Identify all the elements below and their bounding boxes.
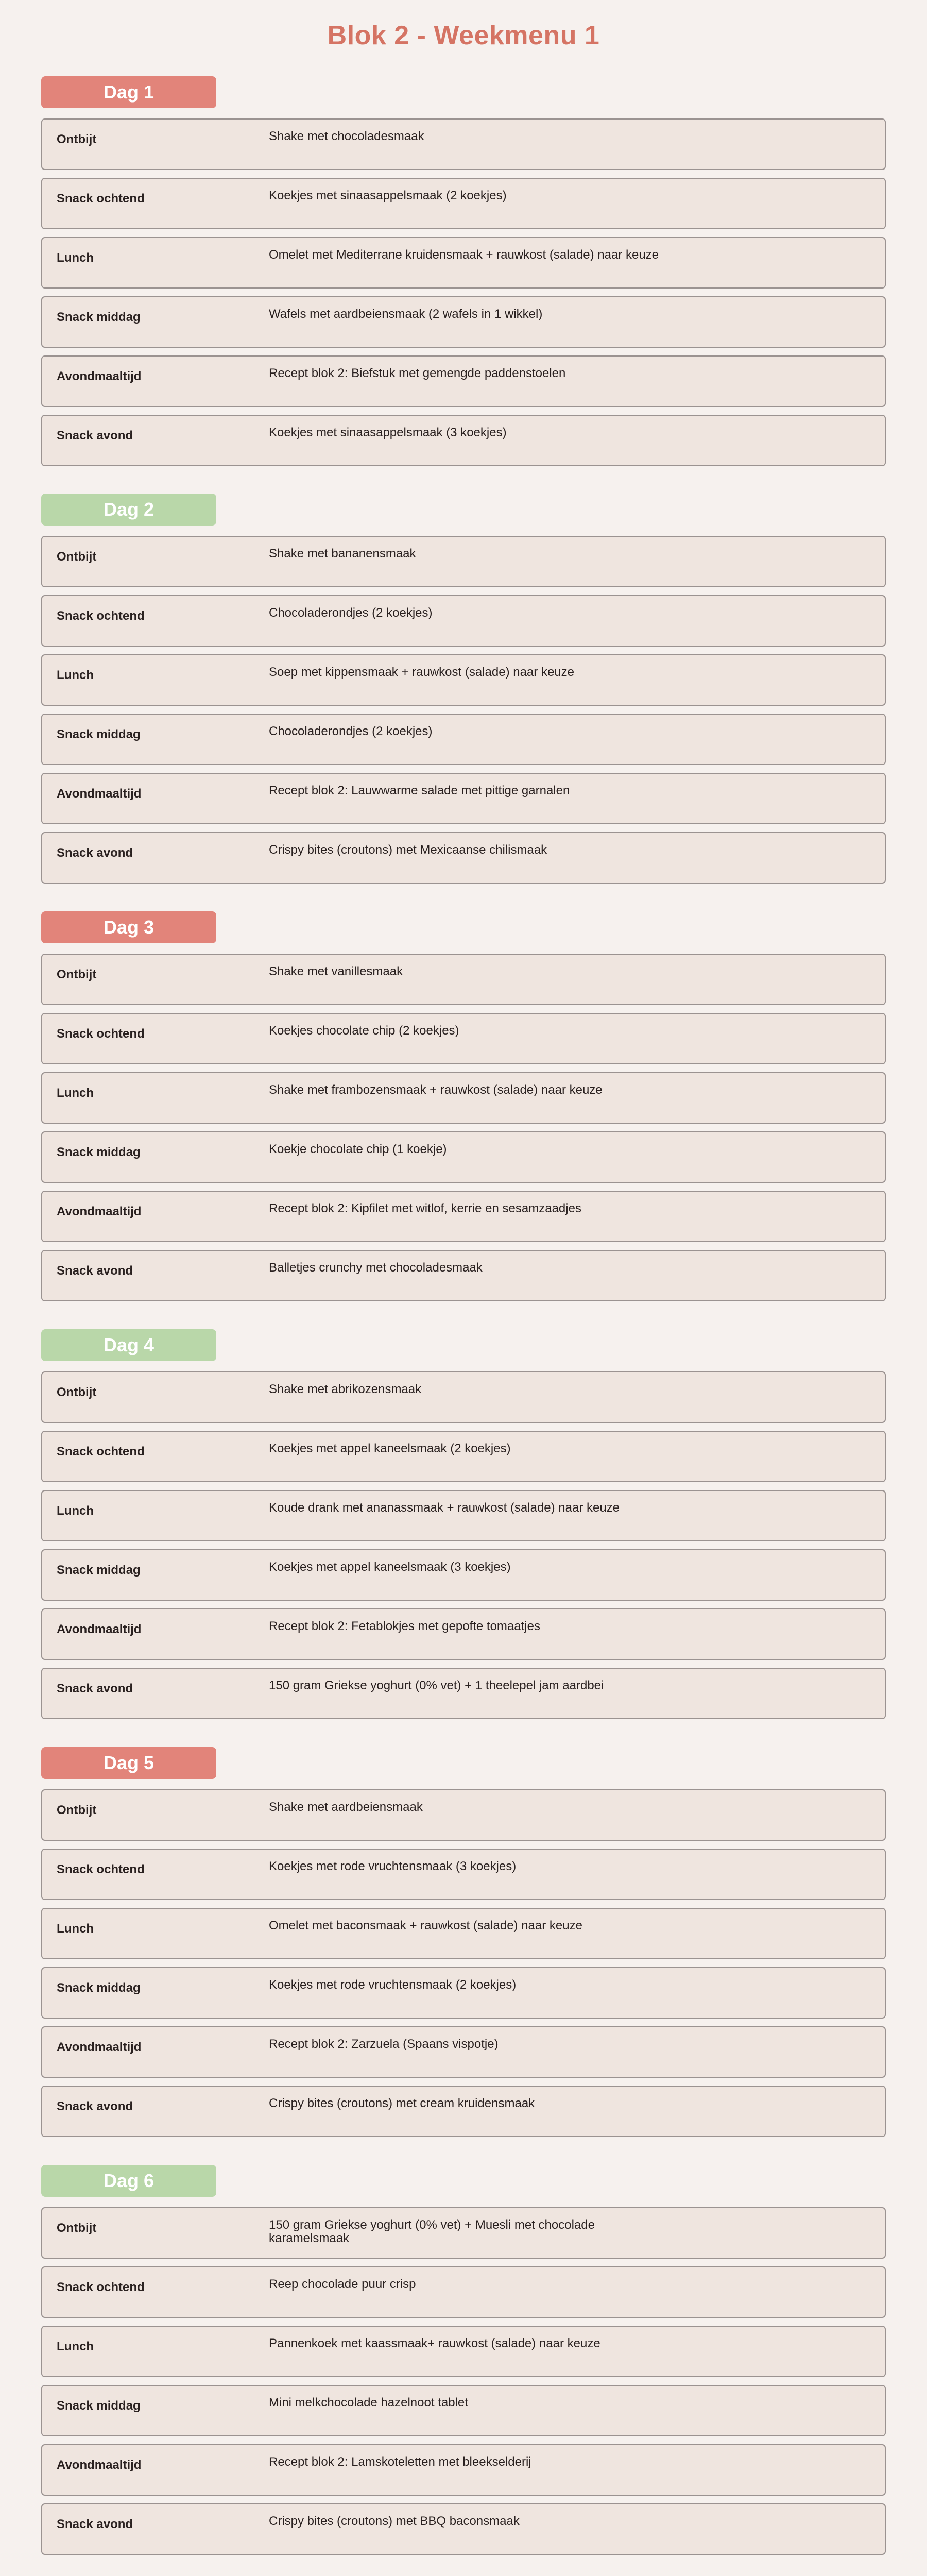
- meal-label: Snack middag: [57, 727, 141, 741]
- meal-label: Snack avond: [57, 429, 133, 443]
- meal-row: [41, 1072, 886, 1124]
- meal-label: Ontbijt: [57, 2221, 97, 2235]
- meal-label: Snack ochtend: [57, 609, 145, 623]
- meal-row: [41, 2026, 886, 2078]
- meal-label: Ontbijt: [57, 1803, 97, 1817]
- meal-description: Wafels met aardbeiensmaak (2 wafels in 1 wikkel): [269, 307, 543, 321]
- meal-description: Crispy bites (croutons) met cream kruidensmaak: [269, 2096, 535, 2110]
- meal-row: [41, 1789, 886, 1841]
- meal-description: Koekjes chocolate chip (2 koekjes): [269, 1024, 459, 1038]
- meal-label: Snack middag: [57, 1145, 141, 1159]
- meal-label: Ontbijt: [57, 1385, 97, 1399]
- meal-description: Omelet met Mediterrane kruidensmaak + rauwkost (salade) naar keuze: [269, 248, 659, 262]
- meal-description: Recept blok 2: Lauwwarme salade met pittige garnalen: [269, 784, 570, 798]
- meal-label: Lunch: [57, 251, 94, 265]
- meal-row: [41, 2444, 886, 2496]
- meal-row: [41, 2326, 886, 2377]
- meal-row: [41, 1908, 886, 1959]
- meal-row: [41, 714, 886, 765]
- day-2-badge: Dag 2: [41, 494, 216, 526]
- meal-description: Recept blok 2: Biefstuk met gemengde paddenstoelen: [269, 366, 566, 380]
- meal-label: Snack avond: [57, 1682, 133, 1696]
- meal-row: [41, 654, 886, 706]
- meal-description: Koekjes met rode vruchtensmaak (2 koekjes): [269, 1978, 517, 1992]
- meal-row: [41, 1490, 886, 1541]
- day-4-badge: Dag 4: [41, 1329, 216, 1361]
- meal-row: [41, 1549, 886, 1601]
- meal-row: [41, 296, 886, 348]
- meal-row: [41, 595, 886, 647]
- meal-row: [41, 355, 886, 407]
- meal-row: [41, 832, 886, 884]
- meal-label: Lunch: [57, 668, 94, 682]
- meal-label: Snack middag: [57, 310, 141, 324]
- meal-row: [41, 237, 886, 289]
- meal-description: Koekjes met appel kaneelsmaak (2 koekjes): [269, 1442, 511, 1455]
- meal-label: Snack ochtend: [57, 1027, 145, 1041]
- meal-row: [41, 2385, 886, 2436]
- meal-row: [41, 1131, 886, 1183]
- meal-description: Reep chocolade puur crisp: [269, 2277, 416, 2291]
- meal-label: Snack middag: [57, 1563, 141, 1577]
- meal-label: Snack ochtend: [57, 2280, 145, 2294]
- day-1-badge: Dag 1: [41, 76, 216, 108]
- meal-description: Shake met frambozensmaak + rauwkost (salade) naar keuze: [269, 1083, 603, 1097]
- meal-description: 150 gram Griekse yoghurt (0% vet) + 1 theelepel jam aardbei: [269, 1679, 604, 1692]
- meal-label: Avondmaaltijd: [57, 369, 142, 383]
- meal-row: [41, 118, 886, 170]
- meal-description: Balletjes crunchy met chocoladesmaak: [269, 1261, 483, 1275]
- meal-label: Snack ochtend: [57, 1445, 145, 1459]
- meal-description: Shake met chocoladesmaak: [269, 129, 424, 143]
- meal-label: Ontbijt: [57, 550, 97, 564]
- meal-description: 150 gram Griekse yoghurt (0% vet) + Muesli met chocolade karamelsmaak: [269, 2218, 595, 2245]
- meal-row: [41, 773, 886, 824]
- meal-label: Snack avond: [57, 2099, 133, 2113]
- meal-description: Pannenkoek met kaassmaak+ rauwkost (salade) naar keuze: [269, 2336, 600, 2350]
- meal-label: Snack middag: [57, 2399, 141, 2413]
- meal-row: [41, 1849, 886, 1900]
- page-title: Blok 2 - Weekmenu 1: [327, 21, 600, 50]
- meal-row: [41, 2207, 886, 2259]
- meal-label: Avondmaaltijd: [57, 1622, 142, 1636]
- meal-row: [41, 2503, 886, 2555]
- meal-row: [41, 1967, 886, 2019]
- meal-row: [41, 1013, 886, 1064]
- meal-description: Crispy bites (croutons) met BBQ baconsmaak: [269, 2514, 520, 2528]
- meal-label: Snack avond: [57, 2517, 133, 2531]
- day-5-badge: Dag 5: [41, 1747, 216, 1779]
- meal-description: Mini melkchocolade hazelnoot tablet: [269, 2396, 468, 2410]
- meal-row: [41, 415, 886, 466]
- meal-description: Shake met aardbeiensmaak: [269, 1800, 423, 1814]
- meal-description: Crispy bites (croutons) met Mexicaanse chilismaak: [269, 843, 547, 857]
- meal-label: Avondmaaltijd: [57, 2458, 142, 2472]
- meal-label: Snack avond: [57, 1264, 133, 1278]
- meal-label: Lunch: [57, 1504, 94, 1518]
- meal-description: Shake met vanillesmaak: [269, 964, 403, 978]
- meal-description: Soep met kippensmaak + rauwkost (salade) naar keuze: [269, 665, 574, 679]
- meal-description: Chocoladerondjes (2 koekjes): [269, 606, 433, 620]
- meal-description: Recept blok 2: Fetablokjes met gepofte tomaatjes: [269, 1619, 540, 1633]
- meal-label: Snack middag: [57, 1981, 141, 1995]
- meal-row: [41, 1191, 886, 1242]
- meal-label: Snack ochtend: [57, 1862, 145, 1876]
- meal-description: Koekjes met rode vruchtensmaak (3 koekjes): [269, 1859, 517, 1873]
- meal-description: Recept blok 2: Lamskoteletten met bleekselderij: [269, 2455, 531, 2469]
- meal-row: [41, 2266, 886, 2318]
- meal-row: [41, 1668, 886, 1719]
- meal-label: Ontbijt: [57, 968, 97, 981]
- meal-label: Snack ochtend: [57, 192, 145, 206]
- meal-label: Lunch: [57, 1922, 94, 1936]
- meal-description: Koude drank met ananassmaak + rauwkost (salade) naar keuze: [269, 1501, 620, 1515]
- meal-label: Avondmaaltijd: [57, 2040, 142, 2054]
- meal-description: Koekjes met appel kaneelsmaak (3 koekjes): [269, 1560, 511, 1574]
- meal-label: Avondmaaltijd: [57, 787, 142, 801]
- meal-description: Koekjes met sinaasappelsmaak (3 koekjes): [269, 426, 507, 439]
- meal-description: Koekjes met sinaasappelsmaak (2 koekjes): [269, 189, 507, 202]
- meal-label: Lunch: [57, 2340, 94, 2353]
- meal-label: Lunch: [57, 1086, 94, 1100]
- meal-row: [41, 1608, 886, 1660]
- meal-row: [41, 1250, 886, 1301]
- meal-row: [41, 954, 886, 1005]
- meal-row: [41, 1371, 886, 1423]
- meal-label: Avondmaaltijd: [57, 1205, 142, 1218]
- meal-label: Ontbijt: [57, 132, 97, 146]
- meal-description: Recept blok 2: Zarzuela (Spaans vispotje): [269, 2037, 499, 2051]
- meal-description: Omelet met baconsmaak + rauwkost (salade) naar keuze: [269, 1919, 582, 1933]
- meal-description: Koekje chocolate chip (1 koekje): [269, 1142, 447, 1156]
- meal-label: Snack avond: [57, 846, 133, 860]
- meal-description: Recept blok 2: Kipfilet met witlof, kerrie en sesamzaadjes: [269, 1201, 581, 1215]
- meal-row: [41, 536, 886, 587]
- meal-row: [41, 1431, 886, 1482]
- meal-description: Chocoladerondjes (2 koekjes): [269, 724, 433, 738]
- meal-row: [41, 178, 886, 229]
- meal-description: Shake met abrikozensmaak: [269, 1382, 422, 1396]
- meal-row: [41, 2086, 886, 2137]
- meal-description: Shake met bananensmaak: [269, 547, 416, 561]
- day-3-badge: Dag 3: [41, 911, 216, 943]
- day-6-badge: Dag 6: [41, 2165, 216, 2197]
